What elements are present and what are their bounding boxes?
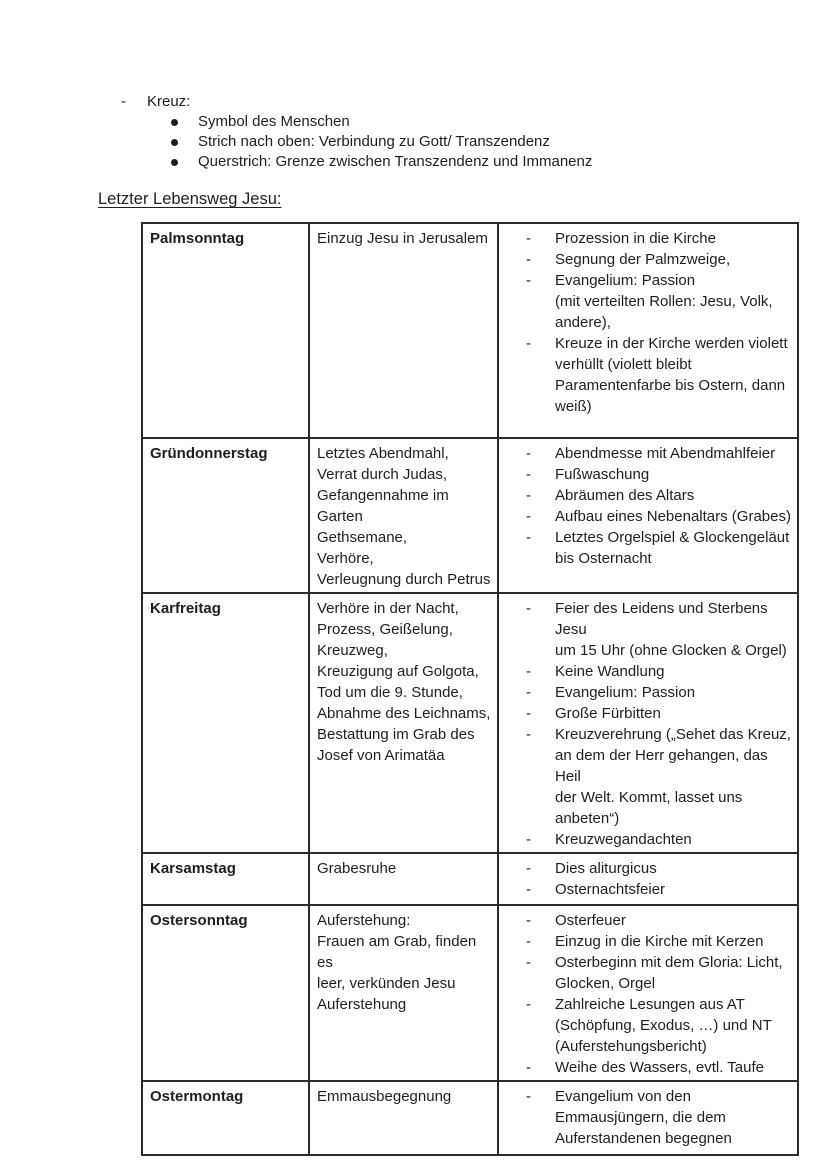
- day-cell: [142, 593, 309, 853]
- dash-bullet: -: [526, 663, 531, 680]
- liturgy-line: Glocken, Orgel: [555, 975, 656, 992]
- event-line: Kreuzweg,: [317, 642, 388, 659]
- table-row: [142, 593, 798, 853]
- event-line: Tod um die 9. Stunde,: [317, 684, 463, 701]
- liturgy-text: [555, 270, 791, 333]
- event-line: Prozess, Geißelung,: [317, 621, 453, 638]
- liturgy-text: [555, 661, 791, 682]
- liturgy-item: [506, 879, 791, 900]
- table-row: [142, 438, 798, 593]
- holy-week-table-body: [142, 223, 798, 1155]
- section-heading: Letzter Lebensweg Jesu:: [98, 190, 282, 208]
- liturgy-line: bis Osternacht: [555, 550, 652, 567]
- liturgy-item: [506, 1057, 791, 1078]
- list-item: [171, 132, 592, 152]
- liturgy-item: [506, 228, 791, 249]
- day-label: Karsamstag: [150, 860, 236, 877]
- liturgy-line: Evangelium: Passion: [555, 272, 696, 289]
- liturgy-item: [506, 249, 791, 270]
- liturgy-item: [506, 485, 791, 506]
- table-row: [142, 853, 798, 905]
- table-row: [142, 223, 798, 438]
- dash-bullet: -: [526, 860, 531, 877]
- liturgy-item: [506, 724, 791, 829]
- liturgy-line: (mit verteilten Rollen: Jesu, Volk,: [555, 293, 773, 310]
- dash-bullet: -: [526, 881, 531, 898]
- liturgy-line: Osterfeuer: [555, 912, 626, 929]
- liturgy-item: [506, 506, 791, 527]
- liturgy-text: [555, 994, 791, 1057]
- liturgy-item: [506, 333, 791, 417]
- event-line: Bestattung im Grab des: [317, 726, 475, 743]
- liturgy-line: Große Fürbitten: [555, 705, 661, 722]
- liturgy-text: [555, 249, 791, 270]
- liturgy-line: (Auferstehungsbericht): [555, 1038, 707, 1055]
- dash-bullet: -: [526, 487, 531, 504]
- liturgy-line: Kreuze in der Kirche werden violett: [555, 335, 788, 352]
- liturgy-cell: [498, 438, 798, 593]
- cross-notes-list: [171, 112, 592, 172]
- dash-bullet: -: [526, 912, 531, 929]
- liturgy-text: [555, 598, 791, 661]
- day-label: Karfreitag: [150, 600, 221, 617]
- liturgy-item: [506, 527, 791, 569]
- dash-bullet: -: [526, 684, 531, 701]
- event-line: Verhöre,: [317, 550, 374, 567]
- day-label: Ostersonntag: [150, 912, 248, 929]
- liturgy-text: [555, 858, 791, 879]
- liturgy-item: [506, 952, 791, 994]
- event-line: Grabesruhe: [317, 860, 397, 877]
- liturgy-line: an dem der Herr gehangen, das Heil: [555, 747, 768, 785]
- liturgy-line: Abendmesse mit Abendmahlfeier: [555, 445, 776, 462]
- day-label: Ostermontag: [150, 1088, 244, 1105]
- liturgy-line: Prozession in die Kirche: [555, 230, 716, 247]
- bullet-icon: [171, 132, 198, 152]
- event-line: Verrat durch Judas,: [317, 466, 448, 483]
- table-row: [142, 1081, 798, 1155]
- event-line: Auferstehung: [317, 996, 407, 1013]
- day-cell: [142, 223, 309, 438]
- liturgy-line: Segnung der Palmzweige,: [555, 251, 731, 268]
- event-line: Abnahme des Leichnams,: [317, 705, 491, 722]
- dash-bullet: -: [526, 335, 531, 352]
- liturgy-text: [555, 228, 791, 249]
- events-cell: [309, 1081, 498, 1155]
- liturgy-item: [506, 994, 791, 1057]
- dash-bullet: -: [526, 1059, 531, 1076]
- liturgy-text: [555, 1086, 791, 1149]
- dash-bullet: -: [526, 726, 531, 743]
- liturgy-item: [506, 464, 791, 485]
- liturgy-text: [555, 682, 791, 703]
- liturgy-item: [506, 661, 791, 682]
- liturgy-line: um 15 Uhr (ohne Glocken & Orgel): [555, 642, 787, 659]
- liturgy-cell: [498, 905, 798, 1081]
- day-cell: [142, 853, 309, 905]
- dash-bullet: -: [526, 600, 531, 617]
- event-line: Auferstehung:: [317, 912, 411, 929]
- liturgy-text: [555, 464, 791, 485]
- liturgy-text: [555, 931, 791, 952]
- liturgy-text: [555, 952, 791, 994]
- liturgy-cell: [498, 223, 798, 438]
- liturgy-item: [506, 703, 791, 724]
- dash-bullet: -: [526, 445, 531, 462]
- list-item: [171, 152, 592, 172]
- dash-bullet: -: [526, 996, 531, 1013]
- liturgy-cell: [498, 1081, 798, 1155]
- liturgy-cell: [498, 853, 798, 905]
- liturgy-item: [506, 1086, 791, 1149]
- liturgy-text: [555, 506, 791, 527]
- bullet-icon: [171, 112, 198, 132]
- liturgy-item: [506, 598, 791, 661]
- liturgy-text: [555, 703, 791, 724]
- dash-bullet: -: [526, 529, 531, 546]
- liturgy-text: [555, 1057, 791, 1078]
- liturgy-line: Keine Wandlung: [555, 663, 665, 680]
- event-line: Einzug Jesu in Jerusalem: [317, 230, 488, 247]
- liturgy-text: [555, 829, 791, 850]
- events-cell: [309, 593, 498, 853]
- cross-notes: [121, 92, 592, 172]
- day-label: Palmsonntag: [150, 230, 245, 247]
- event-line: Verleugnung durch Petrus: [317, 571, 491, 588]
- liturgy-line: Evangelium: Passion: [555, 684, 696, 701]
- liturgy-line: Weihe des Wassers, evtl. Taufe: [555, 1059, 764, 1076]
- liturgy-line: Osterbeginn mit dem Gloria: Licht,: [555, 954, 783, 971]
- dash-bullet: -: [526, 230, 531, 247]
- event-line: Josef von Arimatäa: [317, 747, 445, 764]
- dash-bullet: -: [121, 93, 126, 110]
- liturgy-item: [506, 270, 791, 333]
- events-cell: [309, 905, 498, 1081]
- table-row: [142, 905, 798, 1081]
- liturgy-line: Kreuzverehrung („Sehet das Kreuz,: [555, 726, 791, 743]
- event-line: Frauen am Grab, finden es: [317, 933, 477, 971]
- liturgy-line: Letztes Orgelspiel & Glockengeläut: [555, 529, 790, 546]
- day-cell: [142, 438, 309, 593]
- dash-bullet: -: [526, 466, 531, 483]
- event-line: Emmausbegegnung: [317, 1088, 452, 1105]
- event-line: leer, verkünden Jesu: [317, 975, 456, 992]
- liturgy-line: Auferstandenen begegnen: [555, 1130, 732, 1147]
- liturgy-text: [555, 485, 791, 506]
- events-cell: [309, 223, 498, 438]
- events-cell: [309, 853, 498, 905]
- liturgy-line: Zahlreiche Lesungen aus AT: [555, 996, 745, 1013]
- event-line: Letztes Abendmahl,: [317, 445, 449, 462]
- cross-notes-title: Kreuz:: [147, 93, 191, 110]
- liturgy-line: weiß): [555, 398, 592, 415]
- list-item-text: Symbol des Menschen: [198, 113, 350, 130]
- liturgy-line: Einzug in die Kirche mit Kerzen: [555, 933, 764, 950]
- event-line: Gethsemane,: [317, 529, 408, 546]
- liturgy-line: Paramentenfarbe bis Ostern, dann: [555, 377, 786, 394]
- liturgy-line: der Welt. Kommt, lasset uns: [555, 789, 743, 806]
- event-line: Gefangennahme im Garten: [317, 487, 449, 525]
- event-line: Verhöre in der Nacht,: [317, 600, 459, 617]
- liturgy-text: [555, 333, 791, 417]
- liturgy-line: Kreuzwegandachten: [555, 831, 692, 848]
- event-line: Kreuzigung auf Golgota,: [317, 663, 479, 680]
- liturgy-line: Emmausjüngern, die dem: [555, 1109, 726, 1126]
- dash-bullet: -: [526, 508, 531, 525]
- liturgy-item: [506, 682, 791, 703]
- liturgy-line: Evangelium von den: [555, 1088, 691, 1105]
- cross-notes-header: [121, 92, 592, 112]
- liturgy-item: [506, 829, 791, 850]
- list-item: [171, 112, 592, 132]
- liturgy-item: [506, 910, 791, 931]
- liturgy-item: [506, 443, 791, 464]
- liturgy-line: Aufbau eines Nebenaltars (Grabes): [555, 508, 791, 525]
- dash-bullet: -: [526, 272, 531, 289]
- holy-week-table: [141, 222, 799, 1156]
- liturgy-text: [555, 443, 791, 464]
- liturgy-text: [555, 724, 791, 829]
- liturgy-line: Osternachtsfeier: [555, 881, 666, 898]
- liturgy-item: [506, 931, 791, 952]
- liturgy-item: [506, 858, 791, 879]
- day-label: Gründonnerstag: [150, 445, 268, 462]
- liturgy-line: andere),: [555, 314, 611, 331]
- dash-bullet: -: [526, 831, 531, 848]
- liturgy-line: (Schöpfung, Exodus, …) und NT: [555, 1017, 772, 1034]
- dash-bullet: -: [526, 1088, 531, 1105]
- dash-bullet: -: [526, 933, 531, 950]
- liturgy-line: Fußwaschung: [555, 466, 650, 483]
- day-cell: [142, 1081, 309, 1155]
- list-item-text: Strich nach oben: Verbindung zu Gott/ Transzendenz: [198, 133, 550, 150]
- liturgy-text: [555, 527, 791, 569]
- dash-bullet: -: [526, 954, 531, 971]
- bullet-icon: [171, 152, 198, 172]
- liturgy-text: [555, 879, 791, 900]
- list-item-text: Querstrich: Grenze zwischen Transzendenz und Immanenz: [198, 153, 593, 170]
- dash-bullet: -: [526, 251, 531, 268]
- day-cell: [142, 905, 309, 1081]
- dash-bullet: -: [526, 705, 531, 722]
- events-cell: [309, 438, 498, 593]
- liturgy-line: Feier des Leidens und Sterbens Jesu: [555, 600, 768, 638]
- liturgy-cell: [498, 593, 798, 853]
- liturgy-line: Abräumen des Altars: [555, 487, 695, 504]
- liturgy-line: Dies aliturgicus: [555, 860, 657, 877]
- liturgy-line: verhüllt (violett bleibt: [555, 356, 692, 373]
- liturgy-line: anbeten“): [555, 810, 620, 827]
- liturgy-text: [555, 910, 791, 931]
